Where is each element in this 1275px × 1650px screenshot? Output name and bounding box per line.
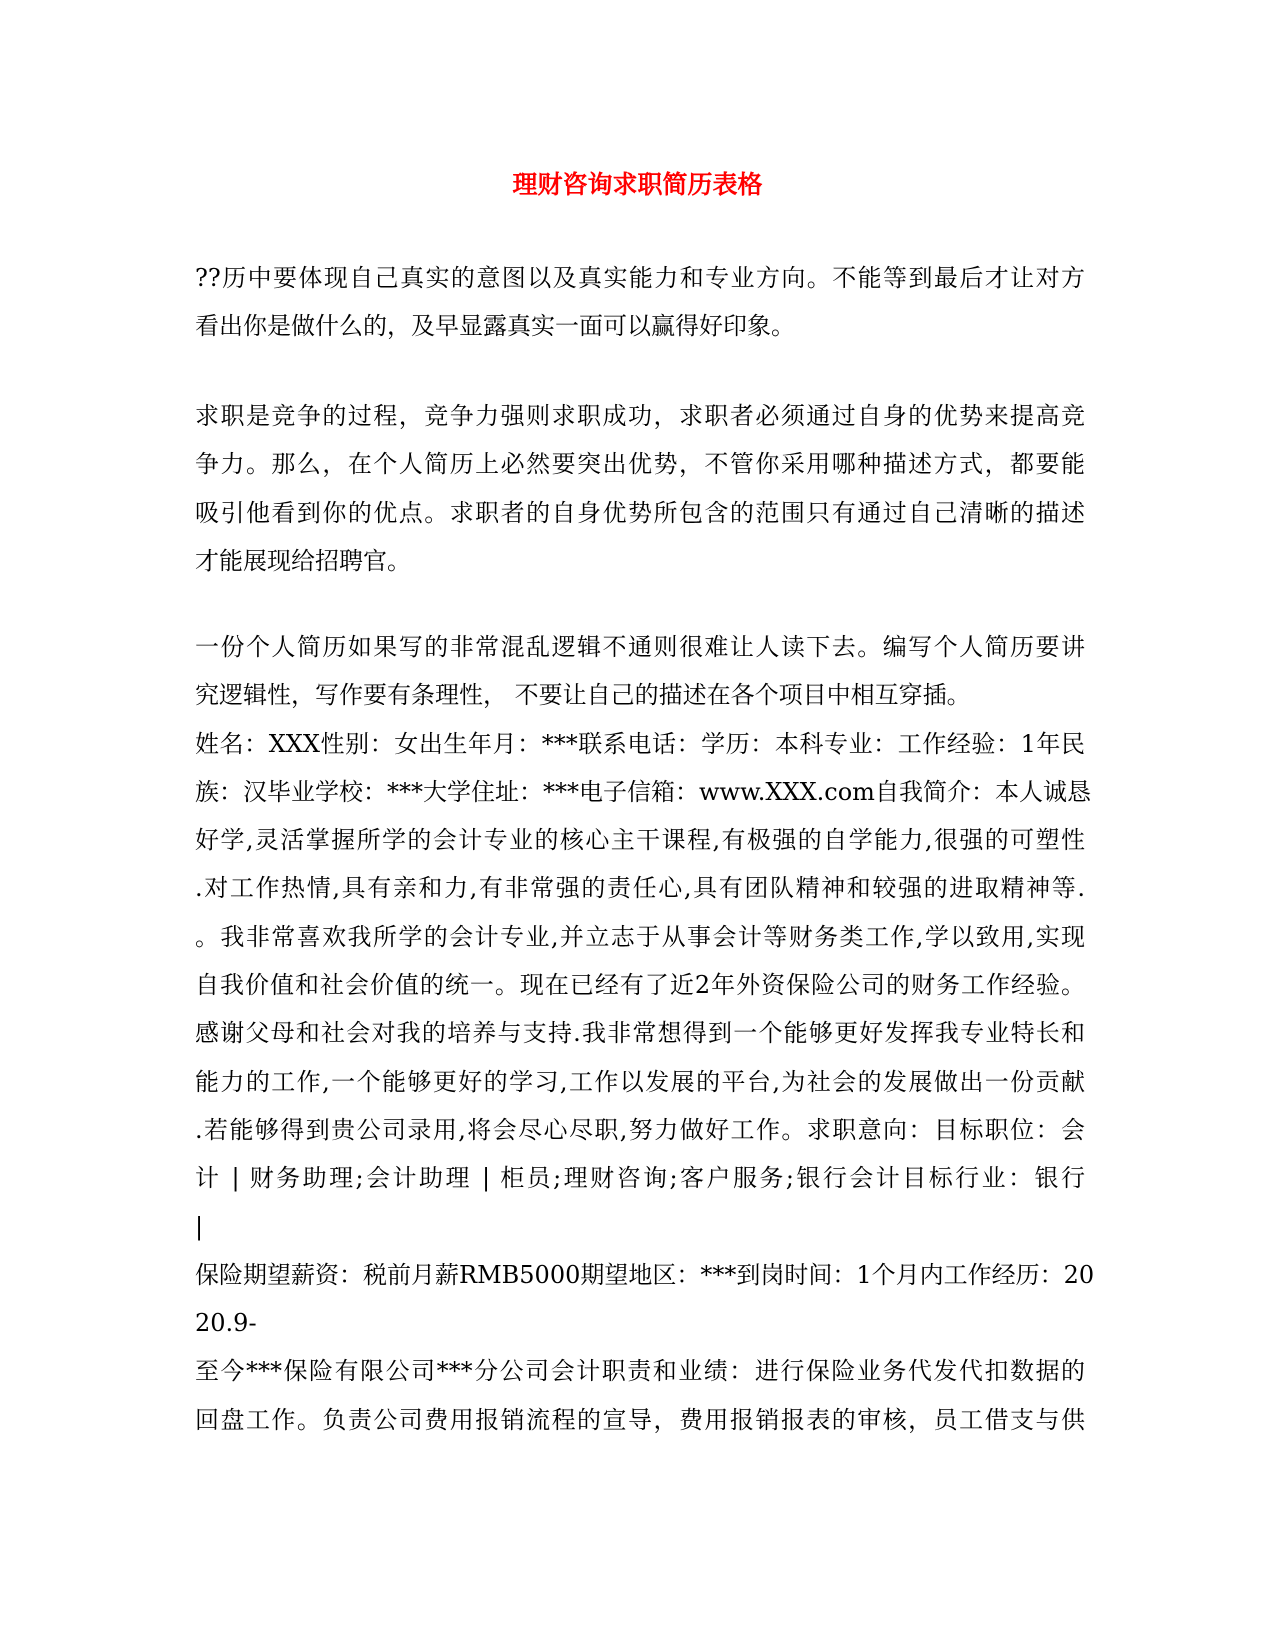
- text-line: 回盘工作。负责公司费用报销流程的宣导，费用报销报表的审核，员工借支与供: [195, 1405, 1085, 1434]
- text-line: 感谢父母和社会对我的培养与支持.我非常想得到一个能够更好发挥我专业特长和: [195, 1019, 1085, 1048]
- text-line: 至今***保险有限公司***分公司会计职责和业绩：进行保险业务代发代扣数据的: [195, 1357, 1085, 1386]
- text-line: ??历中要体现自己真实的意图以及真实能力和专业方向。不能等到最后才让对方: [195, 264, 1085, 292]
- text-line: 族：汉毕业学校：***大学住址：***电子信箱：www.XXX.com自我简介：本人诚恳: [195, 777, 1091, 806]
- text-line: 求职是竞争的过程，竞争力强则求职成功，求职者必须通过自身的优势来提高竞: [195, 402, 1085, 430]
- text-line: 计 | 财务助理;会计助理 | 柜员;理财咨询;客户服务;银行会计目标行业：银行: [195, 1164, 1085, 1193]
- text-line: 才能展现给招聘官。: [195, 546, 411, 575]
- text-line: 自我价值和社会价值的统一。现在已经有了近2年外资保险公司的财务工作经验。: [195, 971, 1085, 1000]
- text-line: 能力的工作,一个能够更好的学习,工作以发展的平台,为社会的发展做出一份贡献: [195, 1067, 1085, 1096]
- text-line: 看出你是做什么的，及早显露真实一面可以赢得好印象。: [195, 312, 795, 341]
- text-line: 20.9-: [195, 1309, 257, 1338]
- text-line: .对工作热情,具有亲和力,有非常强的责任心,具有团队精神和较强的进取精神等.: [195, 874, 1085, 903]
- text-line: 争力。那么，在个人简历上必然要突出优势，不管你采用哪种描述方式，都要能: [195, 450, 1085, 479]
- text-line: 吸引他看到你的优点。求职者的自身优势所包含的范围只有通过自己清晰的描述: [195, 498, 1085, 527]
- paragraph-competition: [195, 392, 1085, 585]
- document-title: 理财咨询求职简历表格: [512, 170, 763, 199]
- paragraph-intro: [195, 254, 1085, 351]
- text-line: 。我非常喜欢我所学的会计专业,并立志于从事会计等财务类工作,学以致用,实现: [195, 922, 1085, 951]
- text-line: 究逻辑性，写作要有条理性， 不要让自己的描述在各个项目中相互穿插。: [195, 681, 971, 710]
- text-line: |: [195, 1212, 204, 1241]
- text-line: .若能够得到贵公司录用,将会尽心尽职,努力做好工作。求职意向：目标职位：会: [195, 1115, 1085, 1144]
- text-line: 保险期望薪资：税前月薪RMB5000期望地区：***到岗时间：1个月内工作经历：20: [195, 1260, 1095, 1289]
- paragraph-resume: [195, 623, 1095, 1444]
- text-line: 姓名：XXX性别：女出生年月：***联系电话：学历：本科专业：工作经验：1年民: [195, 729, 1085, 758]
- text-line: 好学,灵活掌握所学的会计专业的核心主干课程,有极强的自学能力,很强的可塑性: [195, 826, 1085, 855]
- text-line: 一份个人简历如果写的非常混乱逻辑不通则很难让人读下去。编写个人简历要讲: [195, 633, 1085, 661]
